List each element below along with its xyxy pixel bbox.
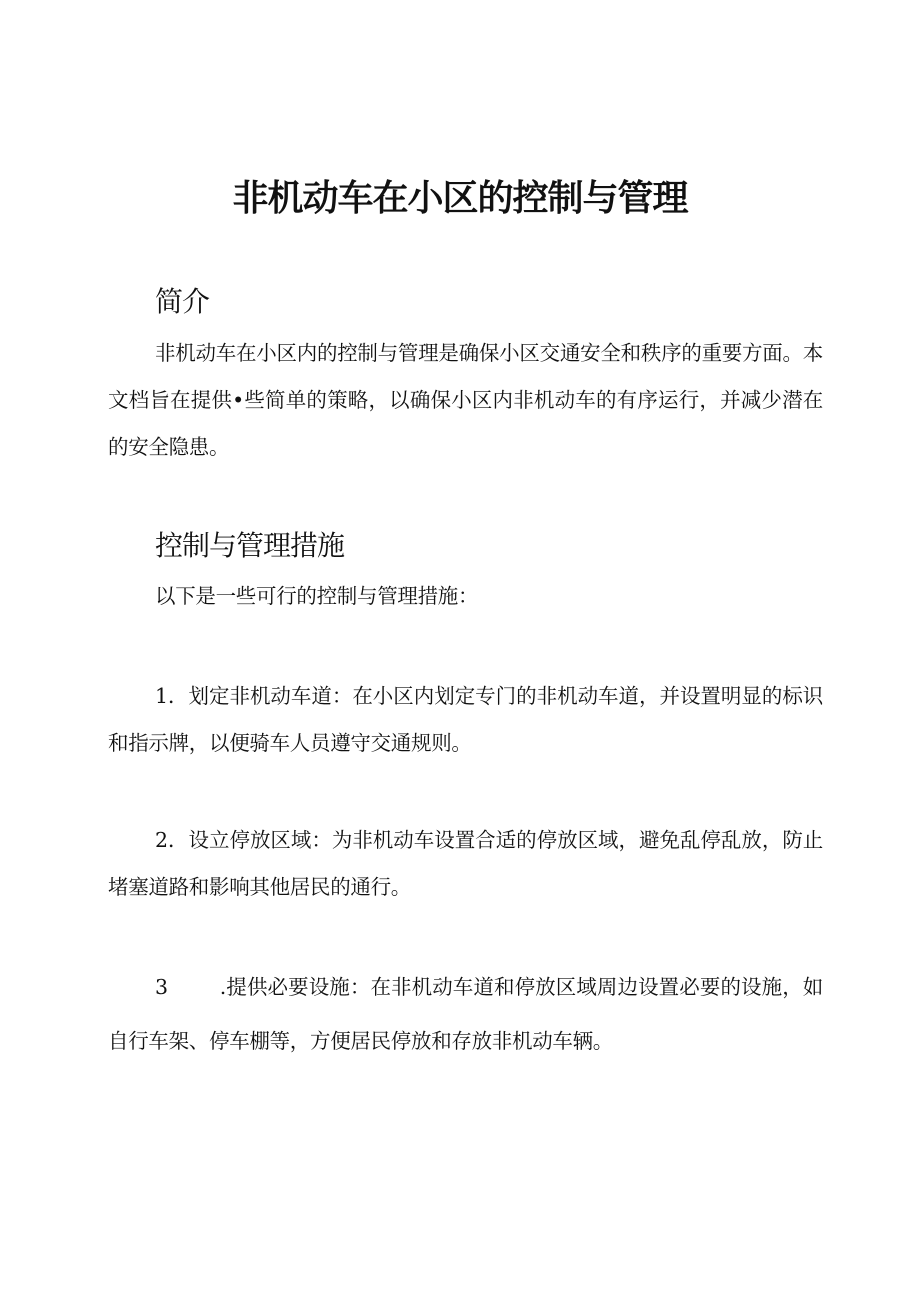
- measure-item: [108, 960, 823, 1068]
- measure-item-number: 2: [155, 828, 168, 852]
- measure-item-separator: ．: [167, 828, 189, 852]
- measure-item: [108, 817, 823, 911]
- measure-item-separator: .: [219, 975, 226, 999]
- measure-item-text: 提供必要设施：在非机动车道和停放区域周边设置必要的设施，如自行车架、停车棚等，方便居民停放和存放非机动车辆。: [108, 975, 823, 1053]
- measure-item: [108, 673, 823, 767]
- measure-item-text: 划定非机动车道：在小区内划定专门的非机动车道，并设置明显的标识和指示牌，以便骑车人员遵守交通规则。: [108, 684, 824, 755]
- measure-item-text: 设立停放区域：为非机动车设置合适的停放区域，避免乱停乱放，防止堵塞道路和影响其他居民的通行。: [108, 828, 824, 899]
- intro-paragraph: 非机动车在小区内的控制与管理是确保小区交通安全和秩序的重要方面。本文档旨在提供•些简单的策略，以确保小区内非机动车的有序运行，并减少潜在的安全隐患。: [108, 341, 823, 459]
- measures-heading: 控制与管理措施: [155, 529, 345, 562]
- measures-lead: 以下是一些可行的控制与管理措施：: [155, 584, 479, 608]
- measure-item-separator: ．: [167, 684, 189, 708]
- document-title: 非机动车在小区的控制与管理: [232, 178, 688, 219]
- measure-item-number: 1: [155, 684, 168, 708]
- measure-item-number: 3: [155, 975, 168, 999]
- intro-heading: 简介: [155, 285, 210, 318]
